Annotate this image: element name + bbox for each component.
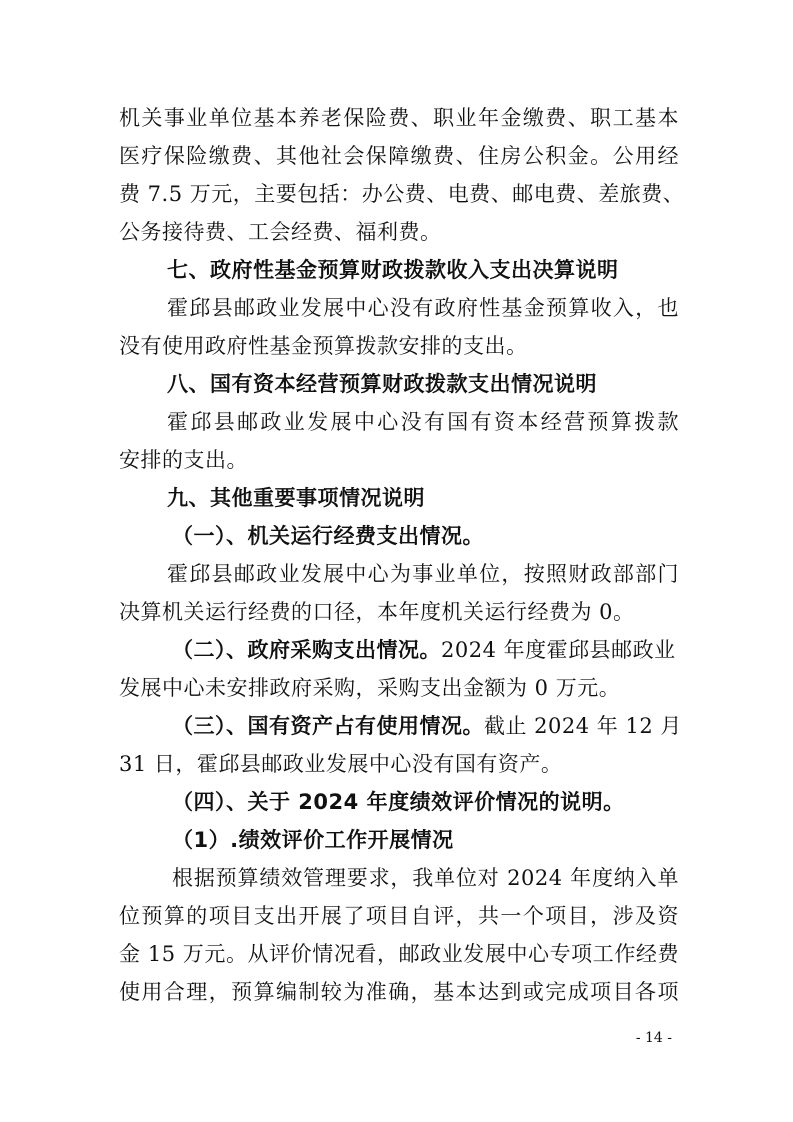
section-heading-7: 七、政府性基金预算财政拨款收入支出决算说明	[167, 258, 619, 282]
body-text-line: 发展中心未安排政府采购，采购支出金额为 0 万元。	[119, 676, 621, 700]
section-heading-9: 九、其他重要事项情况说明	[167, 486, 425, 510]
body-text-line: 机关事业单位基本养老保险费、职业年金缴费、职工基本	[119, 106, 679, 130]
body-text-line: 没有使用政府性基金预算拨款安排的支出。	[119, 334, 528, 358]
body-text-line: 位预算的项目支出开展了项目自评，共一个项目，涉及资	[119, 904, 679, 928]
body-text-line: 霍邱县邮政业发展中心没有国有资本经营预算拨款	[167, 410, 679, 434]
subsection-heading-2: （二）、政府采购支出情况。	[172, 638, 441, 662]
body-text-line: 霍邱县邮政业发展中心没有政府性基金预算收入，也	[167, 296, 679, 320]
body-text-line: 公务接待费、工会经费、福利费。	[119, 220, 442, 244]
body-text-line: 安排的支出。	[119, 448, 248, 472]
subsection-heading-4: （四）、关于 2024 年度绩效评价情况的说明。	[172, 790, 625, 814]
body-text-line: 金 15 万元。从评价情况看，邮政业发展中心专项工作经费	[119, 942, 679, 966]
body-text-line: 霍邱县邮政业发展中心为事业单位，按照财政部部门	[167, 562, 679, 586]
subsection-heading-1: （一）、机关运行经费支出情况。	[172, 524, 484, 548]
subsection-heading-3: （三）、国有资产占有使用情况。	[172, 714, 484, 738]
section-heading-8: 八、国有资本经营预算财政拨款支出情况说明	[167, 372, 597, 396]
body-text-run: 2024 年度霍邱县邮政业	[441, 638, 676, 662]
body-text-line: 费 7.5 万元，主要包括：办公费、电费、邮电费、差旅费、	[119, 182, 685, 206]
body-text-line: 31 日，霍邱县邮政业发展中心没有国有资产。	[119, 752, 563, 776]
body-text-run: 截止 2024 年 12 月	[484, 714, 682, 738]
paragraph-state-assets	[172, 712, 682, 740]
item-heading-1: （1）.绩效评价工作开展情况	[172, 828, 454, 852]
body-text-line: 根据预算绩效管理要求，我单位对 2024 年度纳入单	[172, 866, 679, 890]
page-number: - 14 -	[635, 1030, 672, 1046]
body-text-line: 医疗保险缴费、其他社会保障缴费、住房公积金。公用经	[119, 144, 679, 168]
body-text-line: 使用合理，预算编制较为准确，基本达到或完成项目各项	[119, 980, 679, 1004]
body-text-line: 决算机关运行经费的口径，本年度机关运行经费为 0。	[119, 600, 635, 624]
paragraph-government-procurement	[172, 636, 679, 664]
